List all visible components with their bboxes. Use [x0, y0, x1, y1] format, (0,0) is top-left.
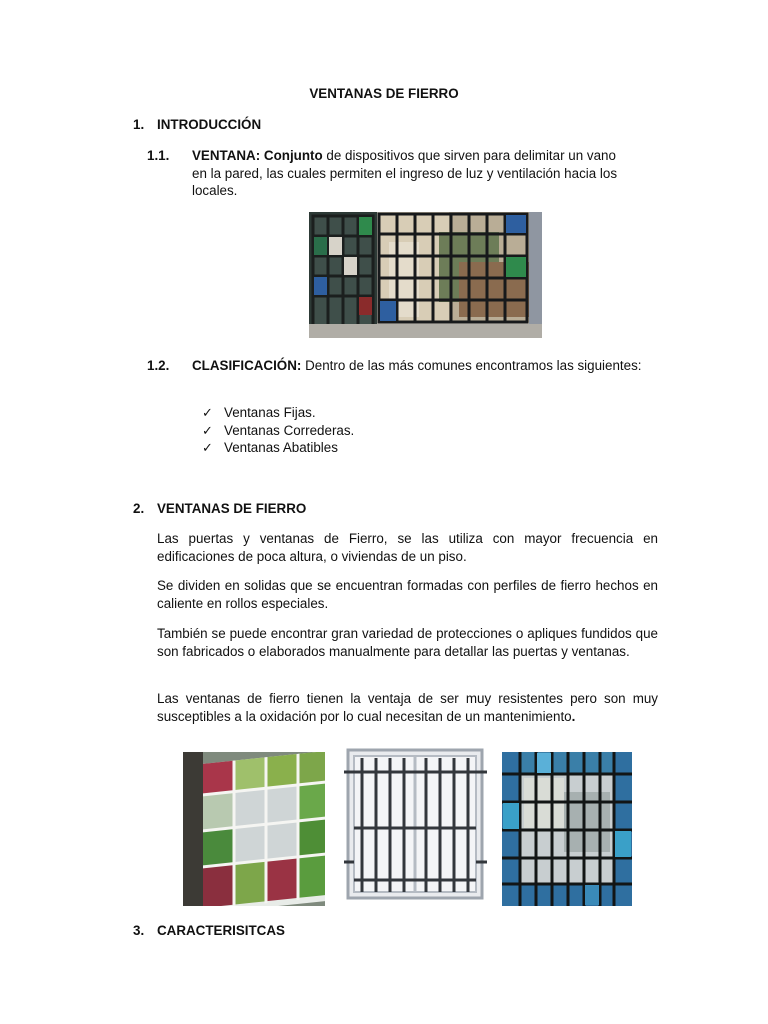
section-1-number: 1. — [133, 117, 145, 132]
checkmark-icon: ✓ — [202, 440, 213, 455]
list-item: ✓ Ventanas Abatibles — [202, 440, 338, 455]
section-3-number: 3. — [133, 923, 145, 938]
section-2-paragraph-3: También se puede encontrar gran variedad de protecciones o apliques fundidos que son fabricados o elaborados manualmente para detallar las puertas y ventanas. — [157, 626, 658, 659]
section-3-heading: CARACTERISITCAS — [157, 923, 285, 938]
section-1-heading: INTRODUCCIÓN — [157, 117, 262, 132]
checkmark-icon: ✓ — [202, 422, 213, 438]
list-item: ✓ Ventanas Correderas. — [202, 422, 355, 438]
term-clasificacion: CLASIFICACIÓN: — [192, 358, 302, 373]
definition-line-1: de dispositivos que sirven para delimitar un vano — [322, 148, 616, 163]
window-photo-4 — [502, 752, 632, 906]
window-photo-3 — [344, 742, 487, 906]
window-photo-2 — [183, 752, 325, 906]
subsection-1-2-number: 1.2. — [147, 358, 170, 373]
definition-line-2: en la pared, las cuales permiten el ingreso de luz y ventilación hacia los — [192, 165, 618, 181]
window-photo-1 — [309, 212, 542, 338]
clasificacion-text: Dentro de las más comunes encontramos las siguientes: — [301, 358, 642, 373]
subsection-1-2-paragraph — [192, 357, 658, 375]
section-2-heading: VENTANAS DE FIERRO — [157, 501, 307, 516]
term-ventana: VENTANA: Conjunto — [192, 148, 323, 163]
section-2-paragraph-4: Las ventanas de fierro tienen la ventaja de ser muy resistentes pero son muy susceptibles a la oxidación por lo cual necesitan de un mantenimiento. — [157, 691, 658, 724]
window-types-list — [202, 404, 354, 457]
section-2-paragraph-1: Las puertas y ventanas de Fierro, se las utiliza con mayor frecuencia en edificaciones de poca altura, o viviendas de un piso. — [157, 531, 658, 564]
definition-line-3: locales. — [192, 183, 238, 198]
subsection-1-1-paragraph — [192, 147, 662, 200]
list-item: ✓ Ventanas Fijas. — [202, 405, 316, 420]
checkmark-icon: ✓ — [202, 405, 213, 420]
section-2-paragraph-2: Se dividen en solidas que se encuentran formadas con perfiles de fierro hechos en caliente en rollos especiales. — [157, 578, 658, 611]
page-title: VENTANAS DE FIERRO — [309, 86, 459, 101]
section-2-number: 2. — [133, 501, 145, 516]
subsection-1-1-number: 1.1. — [147, 148, 170, 163]
